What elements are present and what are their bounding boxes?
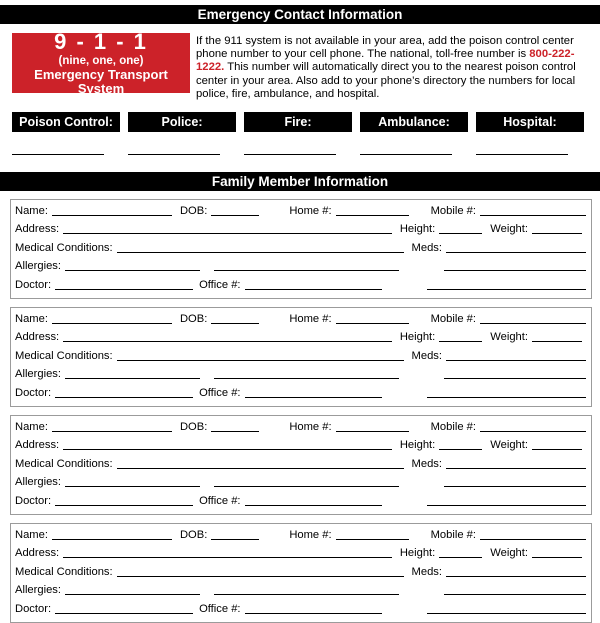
allergies-continuation-line <box>214 378 399 379</box>
meds-continuation-line-2 <box>427 505 586 506</box>
form-row-address <box>15 331 586 349</box>
doctor-label: Doctor: <box>15 602 52 615</box>
home-phone-blank-line <box>336 215 409 216</box>
contact-label-police: Police: <box>128 112 236 132</box>
weight-blank-line <box>532 449 582 450</box>
name-blank-line <box>52 539 172 540</box>
allergies-label: Allergies: <box>15 260 62 273</box>
height-blank-line <box>439 233 482 234</box>
allergies-continuation-line <box>214 594 399 595</box>
form-row-doctor <box>15 495 586 513</box>
home-phone-label: Home #: <box>289 529 332 541</box>
emergency-contact-labels-row <box>12 112 584 132</box>
height-blank-line <box>439 449 482 450</box>
meds-blank-line <box>446 252 586 253</box>
emergency-number: 9 - 1 - 1 <box>54 29 148 54</box>
name-blank-line <box>52 215 172 216</box>
form-row-allergies <box>15 260 586 278</box>
meds-continuation-line-2 <box>427 397 586 398</box>
medical-conditions-label: Medical Conditions: <box>15 349 113 362</box>
doctor-blank-line <box>55 397 193 398</box>
name-label: Name: <box>15 313 48 325</box>
mobile-phone-label: Mobile #: <box>430 421 476 433</box>
section-header-emergency <box>0 5 600 24</box>
office-phone-blank-line <box>245 289 382 290</box>
height-label: Height: <box>399 439 436 452</box>
form-row-doctor <box>15 387 586 405</box>
address-blank-line <box>63 233 392 234</box>
weight-blank-line <box>532 557 582 558</box>
office-phone-blank-line <box>245 397 382 398</box>
doctor-blank-line <box>55 289 193 290</box>
form-row-medical <box>15 242 586 260</box>
dob-blank-line <box>211 539 259 540</box>
doctor-label: Doctor: <box>15 386 52 399</box>
weight-label: Weight: <box>490 547 528 560</box>
mobile-phone-blank-line <box>480 431 586 432</box>
form-row-doctor <box>15 279 586 297</box>
doctor-label: Doctor: <box>15 494 52 507</box>
dob-label: DOB: <box>179 313 208 325</box>
office-phone-label: Office #: <box>199 278 241 291</box>
address-blank-line <box>63 341 392 342</box>
meds-label: Meds: <box>411 565 442 578</box>
meds-continuation-line <box>444 270 586 271</box>
poison-control-instructions <box>190 33 596 101</box>
medical-conditions-blank-line <box>117 468 404 469</box>
mobile-phone-label: Mobile #: <box>430 313 476 325</box>
weight-label: Weight: <box>490 331 528 344</box>
instructions-text-after: This number will automatically direct you to the nearest poison control center in your area. Also add to your phone’s directory the numbers for local police, fire, ambulance, and hospital. <box>196 61 576 100</box>
name-label: Name: <box>15 529 48 541</box>
family-member-block <box>10 523 592 623</box>
dob-blank-line <box>211 323 259 324</box>
allergies-label: Allergies: <box>15 476 62 489</box>
family-member-block <box>10 199 592 299</box>
home-phone-blank-line <box>336 539 409 540</box>
mobile-phone-blank-line <box>480 323 586 324</box>
weight-blank-line <box>532 341 582 342</box>
form-row-address <box>15 439 586 457</box>
weight-label: Weight: <box>490 439 528 452</box>
doctor-blank-line <box>55 505 193 506</box>
medical-conditions-label: Medical Conditions: <box>15 457 113 470</box>
address-label: Address: <box>15 223 60 236</box>
office-phone-blank-line <box>245 613 382 614</box>
doctor-label: Doctor: <box>15 278 52 291</box>
office-phone-label: Office #: <box>199 494 241 507</box>
form-row-medical <box>15 566 586 584</box>
meds-continuation-line <box>444 378 586 379</box>
allergies-label: Allergies: <box>15 368 62 381</box>
family-member-block <box>10 307 592 407</box>
form-row-name <box>15 421 586 439</box>
name-label: Name: <box>15 421 48 433</box>
allergies-continuation-line <box>214 270 399 271</box>
family-member-blocks <box>0 199 600 623</box>
medical-conditions-label: Medical Conditions: <box>15 565 113 578</box>
medical-conditions-blank-line <box>117 576 404 577</box>
doctor-blank-line <box>55 613 193 614</box>
meds-continuation-line-2 <box>427 613 586 614</box>
emergency-number-words: (nine, one, one) <box>58 55 144 67</box>
height-blank-line <box>439 557 482 558</box>
form-row-name <box>15 529 586 547</box>
form-row-name <box>15 205 586 223</box>
name-blank-line <box>52 323 172 324</box>
family-member-block <box>10 415 592 515</box>
form-row-allergies <box>15 368 586 386</box>
dob-blank-line <box>211 431 259 432</box>
meds-label: Meds: <box>411 349 442 362</box>
weight-blank-line <box>532 233 582 234</box>
form-row-medical <box>15 350 586 368</box>
weight-label: Weight: <box>490 223 528 236</box>
form-row-allergies <box>15 584 586 602</box>
meds-label: Meds: <box>411 241 442 254</box>
name-label: Name: <box>15 205 48 217</box>
allergies-blank-line <box>65 486 200 487</box>
contact-label-poison-control: Poison Control: <box>12 112 120 132</box>
home-phone-label: Home #: <box>289 421 332 433</box>
office-phone-label: Office #: <box>199 386 241 399</box>
dob-label: DOB: <box>179 421 208 433</box>
contact-line-cell <box>476 132 584 155</box>
police-blank-line <box>128 154 220 155</box>
allergies-blank-line <box>65 378 200 379</box>
mobile-phone-blank-line <box>480 539 586 540</box>
meds-continuation-line <box>444 594 586 595</box>
form-row-doctor <box>15 603 586 621</box>
address-blank-line <box>63 449 392 450</box>
height-blank-line <box>439 341 482 342</box>
contact-line-cell <box>12 132 120 155</box>
emergency-contact-blank-lines-row <box>12 132 584 155</box>
mobile-phone-label: Mobile #: <box>430 529 476 541</box>
ambulance-blank-line <box>360 154 452 155</box>
office-phone-label: Office #: <box>199 602 241 615</box>
section-header-family-title: Family Member Information <box>211 174 389 189</box>
dob-label: DOB: <box>179 529 208 541</box>
emergency-transport-label: Emergency Transport System <box>34 67 168 96</box>
meds-continuation-line-2 <box>427 289 586 290</box>
allergies-continuation-line <box>214 486 399 487</box>
contact-label-hospital: Hospital: <box>476 112 584 132</box>
poison-control-blank-line <box>12 154 104 155</box>
medical-conditions-label: Medical Conditions: <box>15 241 113 254</box>
medical-conditions-blank-line <box>117 252 404 253</box>
meds-blank-line <box>446 360 586 361</box>
contact-line-cell <box>244 132 352 155</box>
form-row-name <box>15 313 586 331</box>
form-row-medical <box>15 458 586 476</box>
height-label: Height: <box>399 223 436 236</box>
address-label: Address: <box>15 547 60 560</box>
mobile-phone-blank-line <box>480 215 586 216</box>
address-label: Address: <box>15 439 60 452</box>
dob-label: DOB: <box>179 205 208 217</box>
office-phone-blank-line <box>245 505 382 506</box>
contact-line-cell <box>128 132 236 155</box>
mobile-phone-label: Mobile #: <box>430 205 476 217</box>
meds-continuation-line <box>444 486 586 487</box>
allergies-blank-line <box>65 594 200 595</box>
instructions-text-before: If the 911 system is not available in your area, add the poison control center phone number to your cell phone. The national, toll-free number is <box>196 35 574 61</box>
address-label: Address: <box>15 331 60 344</box>
allergies-label: Allergies: <box>15 584 62 597</box>
contact-line-cell <box>360 132 468 155</box>
fire-blank-line <box>244 154 336 155</box>
meds-blank-line <box>446 576 586 577</box>
home-phone-blank-line <box>336 431 409 432</box>
home-phone-label: Home #: <box>289 313 332 325</box>
contact-label-fire: Fire: <box>244 112 352 132</box>
hospital-blank-line <box>476 154 568 155</box>
top-section <box>12 29 596 101</box>
form-row-allergies <box>15 476 586 494</box>
dob-blank-line <box>211 215 259 216</box>
home-phone-blank-line <box>336 323 409 324</box>
poison-control-phone-number: 800-222-1222. <box>196 48 575 74</box>
height-label: Height: <box>399 331 436 344</box>
height-label: Height: <box>399 547 436 560</box>
allergies-blank-line <box>65 270 200 271</box>
contact-label-ambulance: Ambulance: <box>360 112 468 132</box>
section-header-emergency-title: Emergency Contact Information <box>197 7 403 22</box>
home-phone-label: Home #: <box>289 205 332 217</box>
meds-label: Meds: <box>411 457 442 470</box>
medical-conditions-blank-line <box>117 360 404 361</box>
section-header-family <box>0 172 600 191</box>
form-row-address <box>15 223 586 241</box>
address-blank-line <box>63 557 392 558</box>
name-blank-line <box>52 431 172 432</box>
form-row-address <box>15 547 586 565</box>
emergency-911-box <box>12 29 190 96</box>
meds-blank-line <box>446 468 586 469</box>
